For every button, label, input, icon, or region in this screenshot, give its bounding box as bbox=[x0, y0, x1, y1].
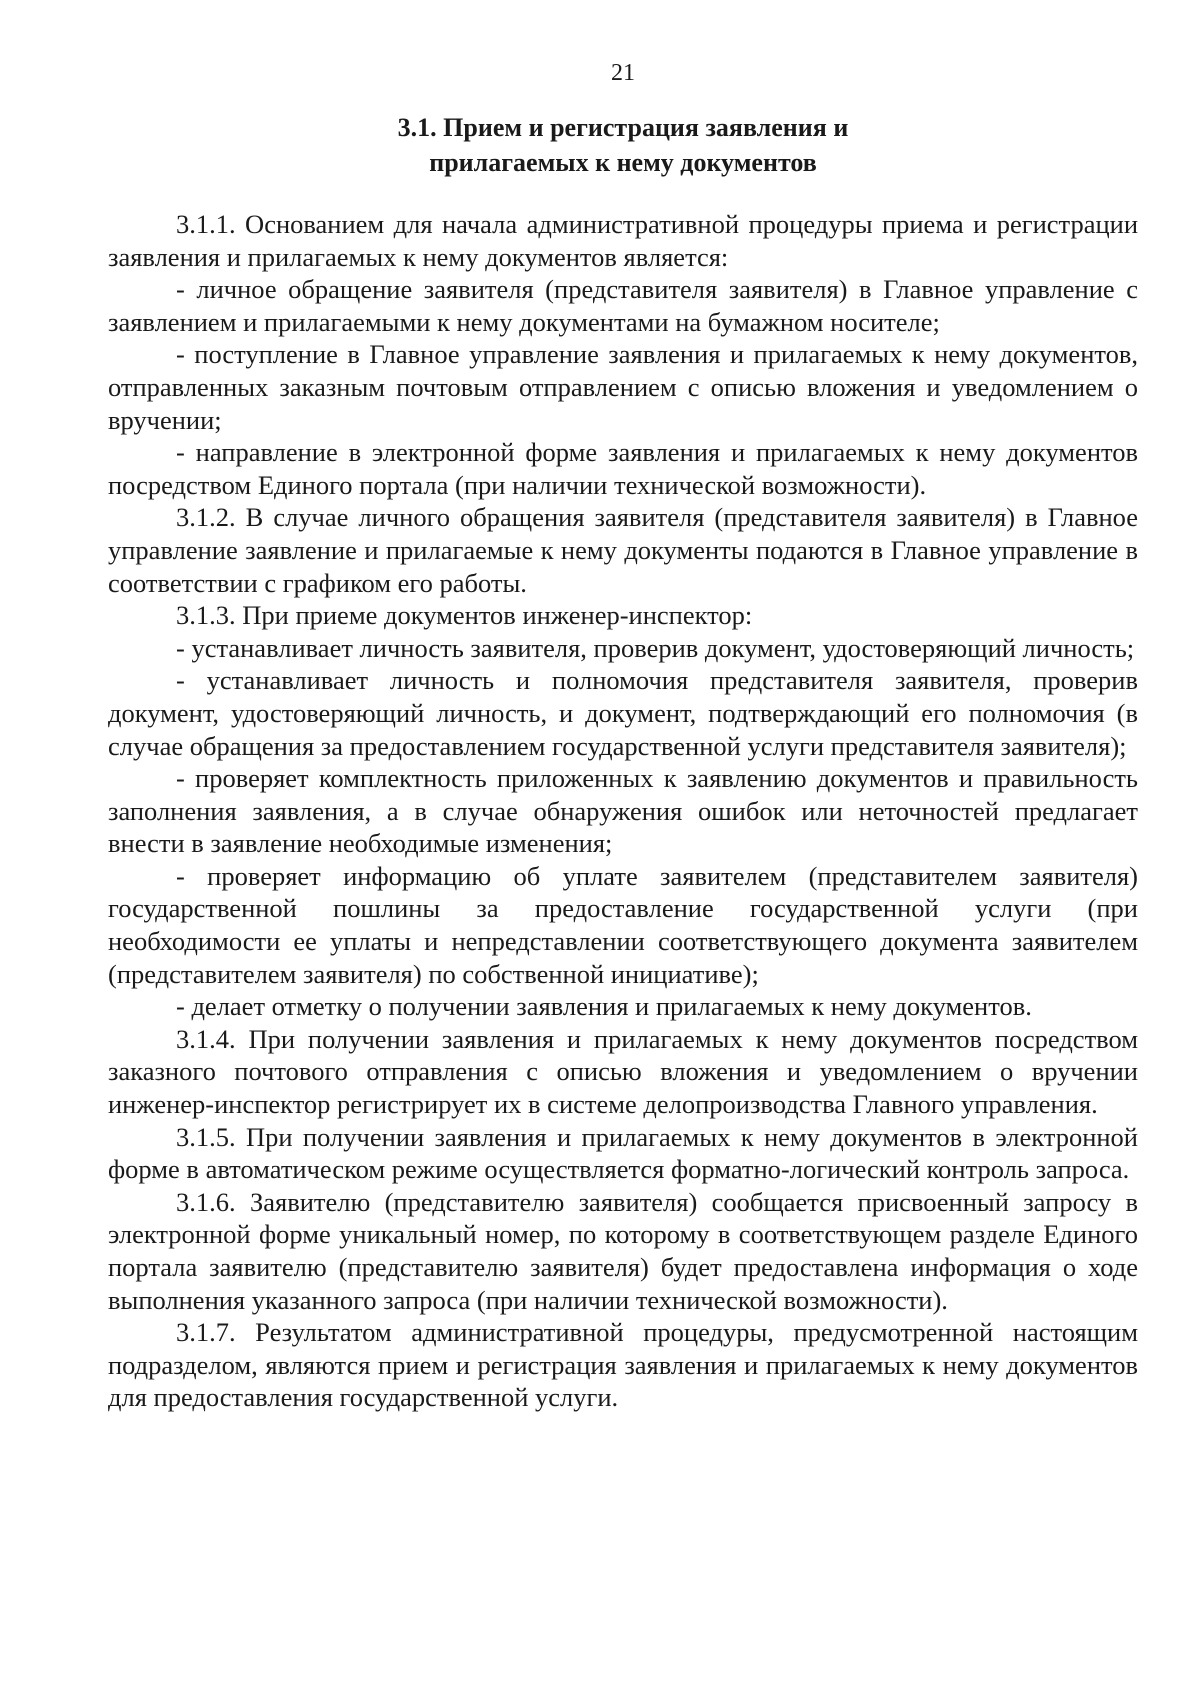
paragraph-3-1-7: 3.1.7. Результатом административной процедуры, предусмотренной настоящим подразделом, являются прием и регистрация заявления и прилагаемых к нему документов для предоставления государственной услуги. bbox=[108, 1317, 1138, 1413]
page-number: 21 bbox=[611, 60, 635, 86]
paragraph-3-1-1: 3.1.1. Основанием для начала административной процедуры приема и регистрации заявления и прилагаемых к нему документов является: bbox=[108, 209, 1138, 272]
paragraph-3-1-5: 3.1.5. При получении заявления и прилагаемых к нему документов в электронной форме в автоматическом режиме осуществляется форматно-логический контроль запроса. bbox=[108, 1121, 1138, 1185]
list-item-electronic-form: - направление в электронной форме заявления и прилагаемых к нему документов посредством Единого портала (при наличии технической возможности). bbox=[108, 437, 1138, 500]
list-item-check-fee-payment: - проверяет информацию об уплате заявителем (представителем заявителя) государственной пошлины за предоставление государственной услуги (при необходимости ее уплаты и непредставлении соответствующего документа заявителем (представителем заявителя) по собственной инициативе); bbox=[108, 860, 1138, 989]
paragraph-3-1-3: 3.1.3. При приеме документов инженер-инспектор: bbox=[176, 600, 753, 631]
list-item-mark-receipt: - делает отметку о получении заявления и прилагаемых к нему документов. bbox=[176, 991, 1032, 1022]
section-title bbox=[108, 110, 1138, 180]
list-item-personal-appeal: - личное обращение заявителя (представителя заявителя) в Главное управление с заявлением и прилагаемыми к нему документами на бумажном носителе; bbox=[108, 274, 1138, 337]
list-item-identify-applicant: - устанавливает личность заявителя, проверив документ, удостоверяющий личность; bbox=[176, 632, 1135, 663]
paragraph-3-1-2: 3.1.2. В случае личного обращения заявителя (представителя заявителя) в Главное управление заявление и прилагаемые к нему документы подаются в Главное управление в соответствии с графиком его работы. bbox=[108, 502, 1138, 598]
section-title-line-1: 3.1. Прием и регистрация заявления и bbox=[397, 113, 849, 142]
list-item-postal-delivery: - поступление в Главное управление заявления и прилагаемых к нему документов, отправленных заказным почтовым отправлением с описью вложения и уведомлением о вручении; bbox=[108, 339, 1138, 435]
document-page bbox=[108, 58, 1138, 1414]
section-title-line-2: прилагаемых к нему документов bbox=[429, 148, 817, 177]
body-text bbox=[108, 208, 1138, 1414]
paragraph-3-1-4: 3.1.4. При получении заявления и прилагаемых к нему документов посредством заказного почтового отправления с описью вложения и уведомлением о вручении инженер-инспектор регистрирует их в системе делопроизводства Главного управления. bbox=[108, 1023, 1138, 1120]
list-item-check-completeness: - проверяет комплектность приложенных к заявлению документов и правильность заполнения заявления, а в случае обнаружения ошибок или неточностей предлагает внести в заявление необходимые изменения; bbox=[108, 763, 1138, 859]
list-item-identify-representative: - устанавливает личность и полномочия представителя заявителя, проверив документ, удостоверяющий личность, и документ, подтверждающий его полномочия (в случае обращения за предоставлением государственной услуги представителя заявителя); bbox=[108, 665, 1138, 761]
paragraph-3-1-6: 3.1.6. Заявителю (представителю заявителя) сообщается присвоенный запросу в электронной форме уникальный номер, по которому в соответствующем разделе Единого портала заявителю (представителю заявителя) будет предоставлена информация о ходе выполнения указанного запроса (при наличии технической возможности). bbox=[108, 1186, 1138, 1315]
